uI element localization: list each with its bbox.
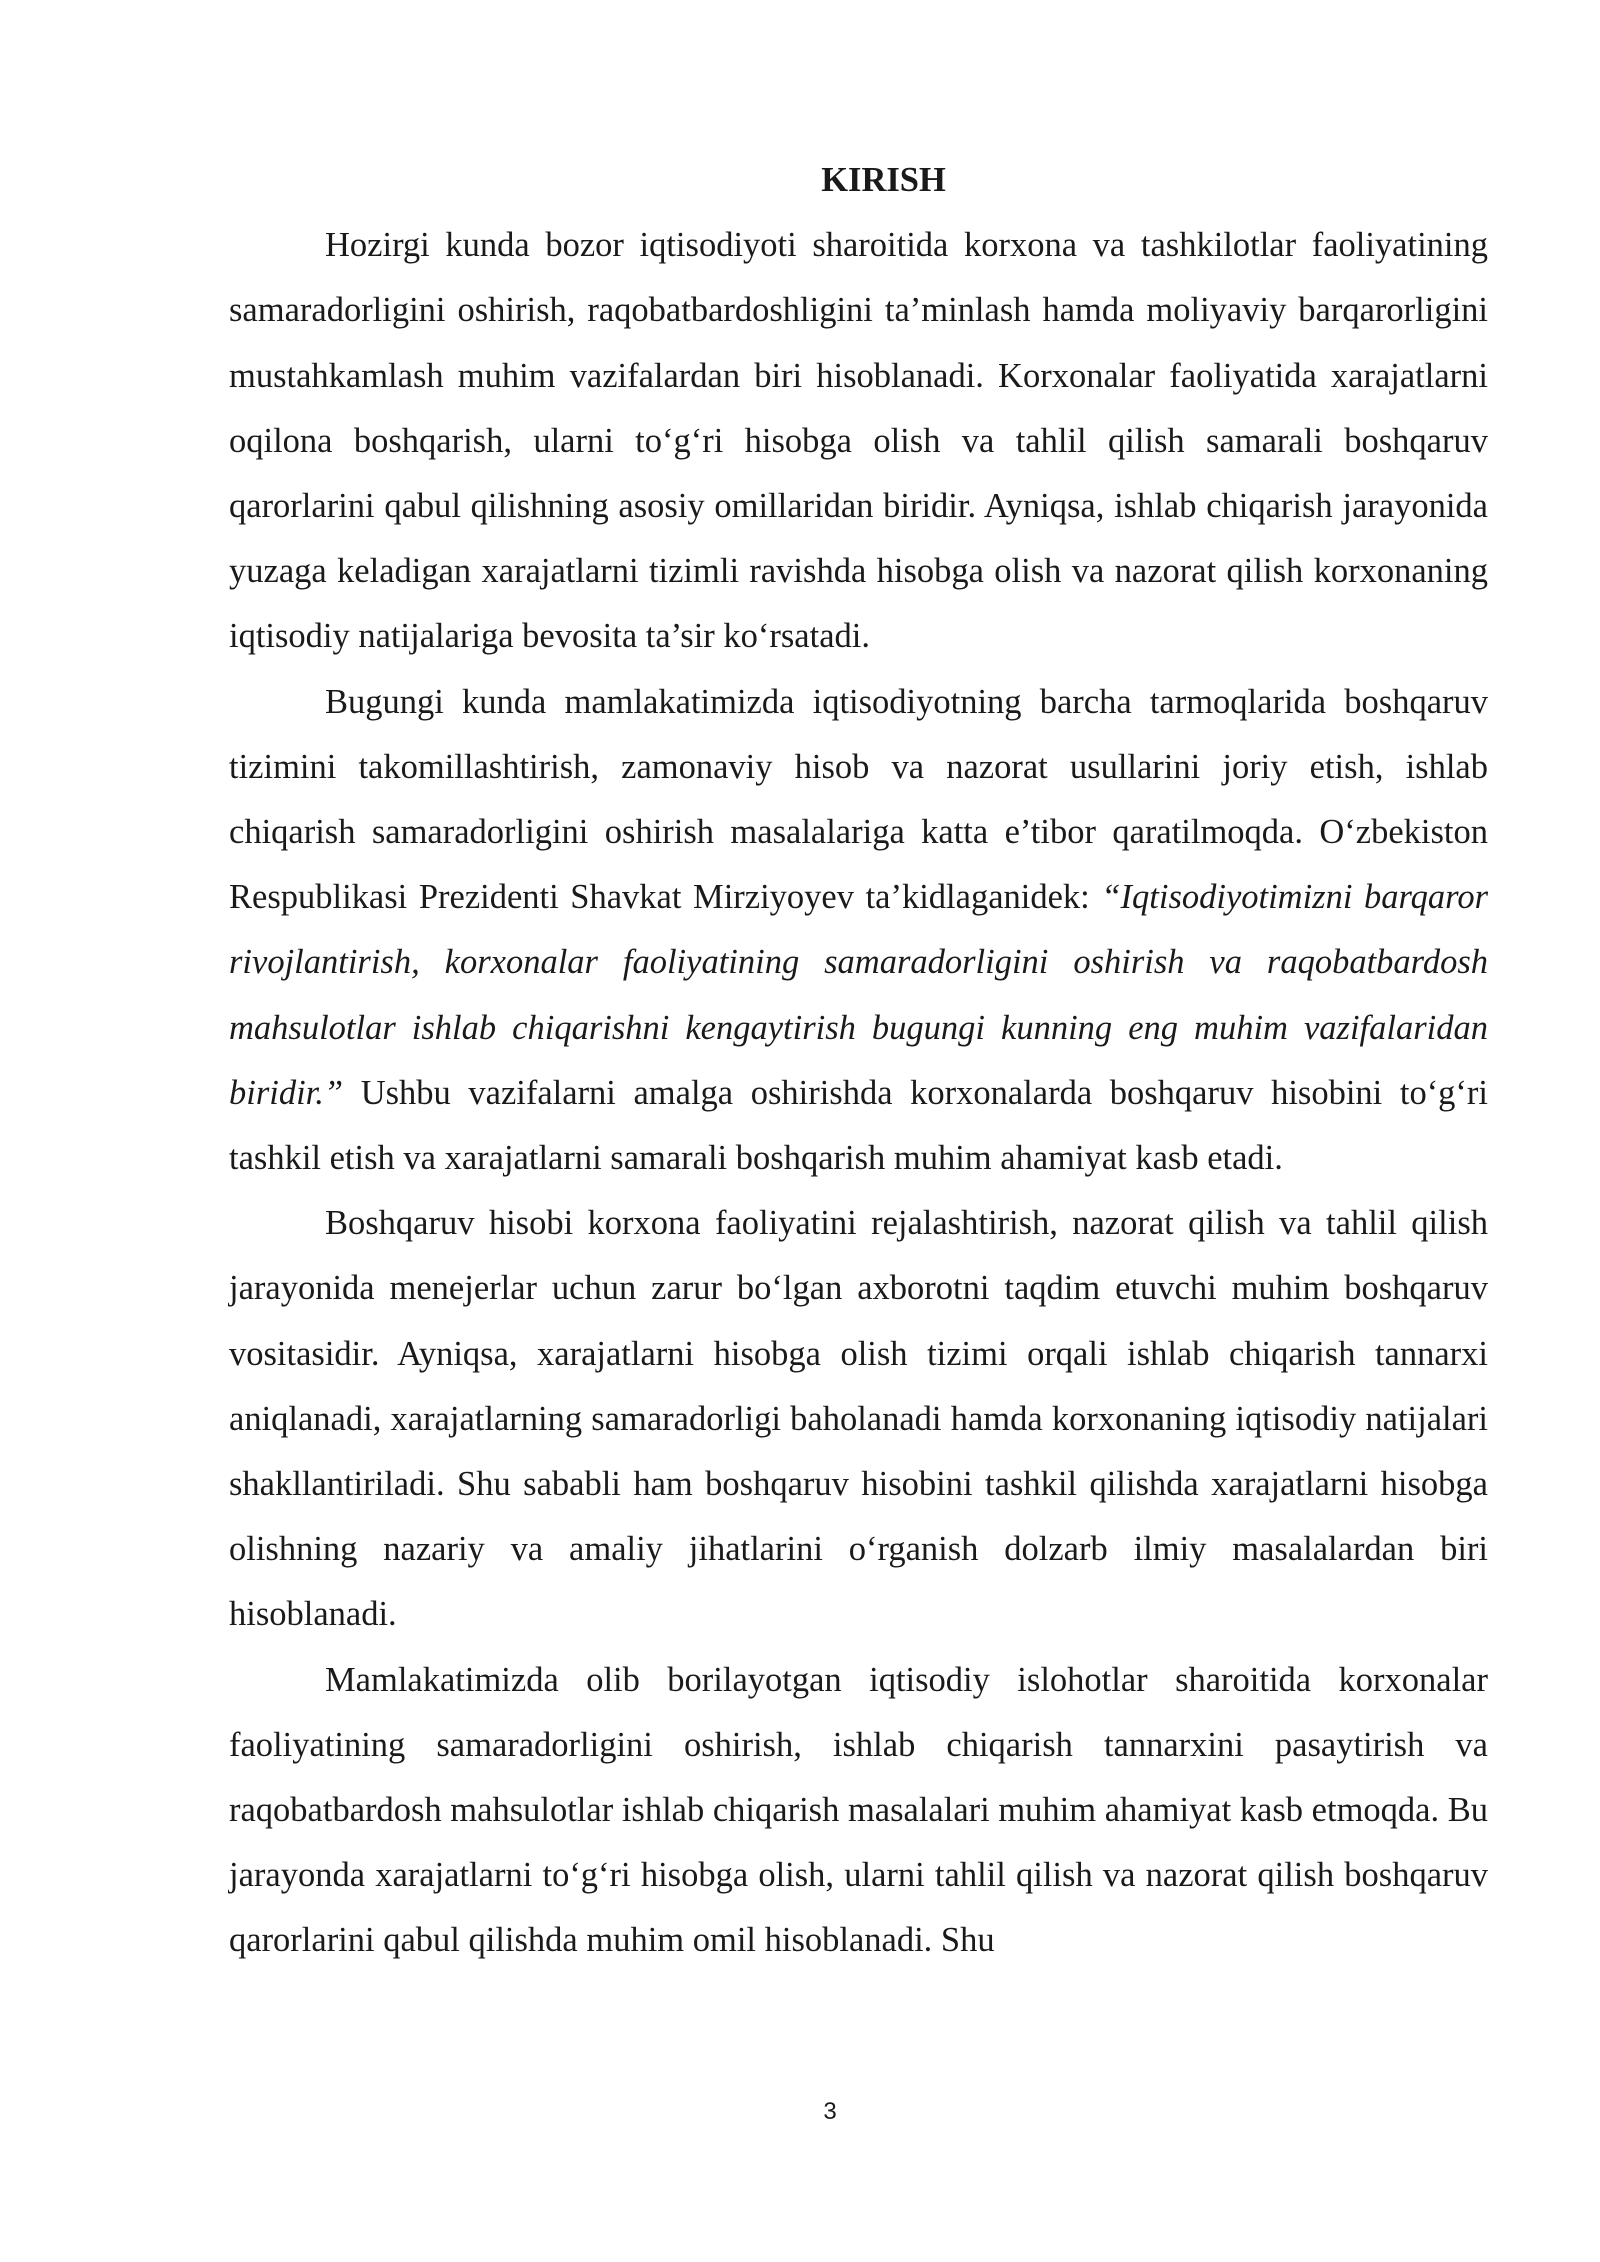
paragraph-1: Hozirgi kunda bozor iqtisodiyoti sharoitida korxona va tashkilotlar faoliyatining samaradorligini oshirish, raqobatbardoshligini ta’minlash hamda moliyaviy barqarorligini mustahkamlash muhim vazifalardan biri hisoblanadi. Korxonalar faoliyatida xarajatlarni oqilona boshqarish, ularni to‘g‘ri hisobga olish va tahlil qilish samarali boshqaruv qarorlarini qabul qilishning asosiy omillaridan biridir. Ayniqsa, ishlab chiqarish jarayonida yuzaga keladigan xarajatlarni tizimli ravishda hisobga olish va nazorat qilish korxonaning iqtisodiy natijalariga bevosita ta’sir ko‘rsatadi. [229, 226, 1488, 656]
paragraph-4: Mamlakatimizda olib borilayotgan iqtisodiy islohotlar sharoitida korxonalar faoliyatining samaradorligini oshirish, ishlab chiqarish tannarxini pasaytirish va raqobatbardosh mahsulotlar ishlab chiqarish masalalari muhim ahamiyat kasb etmoqda. Bu jarayonda xarajatlarni to‘g‘ri hisobga olish, ularni tahlil qilish va nazorat qilish boshqaruv qarorlarini qabul qilishda muhim omil hisoblanadi. Shu [229, 1660, 1488, 1960]
president-quote: “Iqtisodiyotimizni barqaror rivojlantirish, korxonalar faoliyatining samaradorligini oshirish va raqobatbardosh mahsulotlar ishlab chiqarishni kengaytirish bugungi kunning eng muhim vazifalaridan biridir.” [229, 878, 1489, 1112]
paragraph-2-intro: Bugungi kunda mamlakatimizda iqtisodiyotning barcha tarmoqlarida boshqaruv tizimini takomillashtirish, zamonaviy hisob va nazorat usullarini joriy etish, ishlab chiqarish samaradorligini oshirish masalalariga katta e’tibor qaratilmoqda. O‘zbekiston Respublikasi Prezidenti Shavkat Mirziyoyev ta’kidlaganidek: [229, 682, 1488, 917]
page-body [229, 148, 1488, 1974]
section-heading: KIRISH [821, 161, 946, 199]
page-number: 3 [823, 2098, 837, 2125]
paragraph-2 [229, 670, 1488, 1192]
paragraph-2-conclusion: Ushbu vazifalarni amalga oshirishda korxonalarda boshqaruv hisobini to‘g‘ri tashkil etish va xarajatlarni samarali boshqarish muhim ahamiyat kasb etadi. [229, 1073, 1488, 1178]
paragraph-3: Boshqaruv hisobi korxona faoliyatini rejalashtirish, nazorat qilish va tahlil qilish jarayonida menejerlar uchun zarur bo‘lgan axborotni taqdim etuvchi muhim boshqaruv vositasidir. Ayniqsa, xarajatlarni hisobga olish tizimi orqali ishlab chiqarish tannarxi aniqlanadi, xarajatlarning samaradorligi baholanadi hamda korxonaning iqtisodiy natijalari shakllantiriladi. Shu sababli ham boshqaruv hisobini tashkil qilishda xarajatlarni hisobga olishning nazariy va amaliy jihatlarini o‘rganish dolzarb ilmiy masalalardan biri hisoblanadi. [229, 1204, 1488, 1634]
